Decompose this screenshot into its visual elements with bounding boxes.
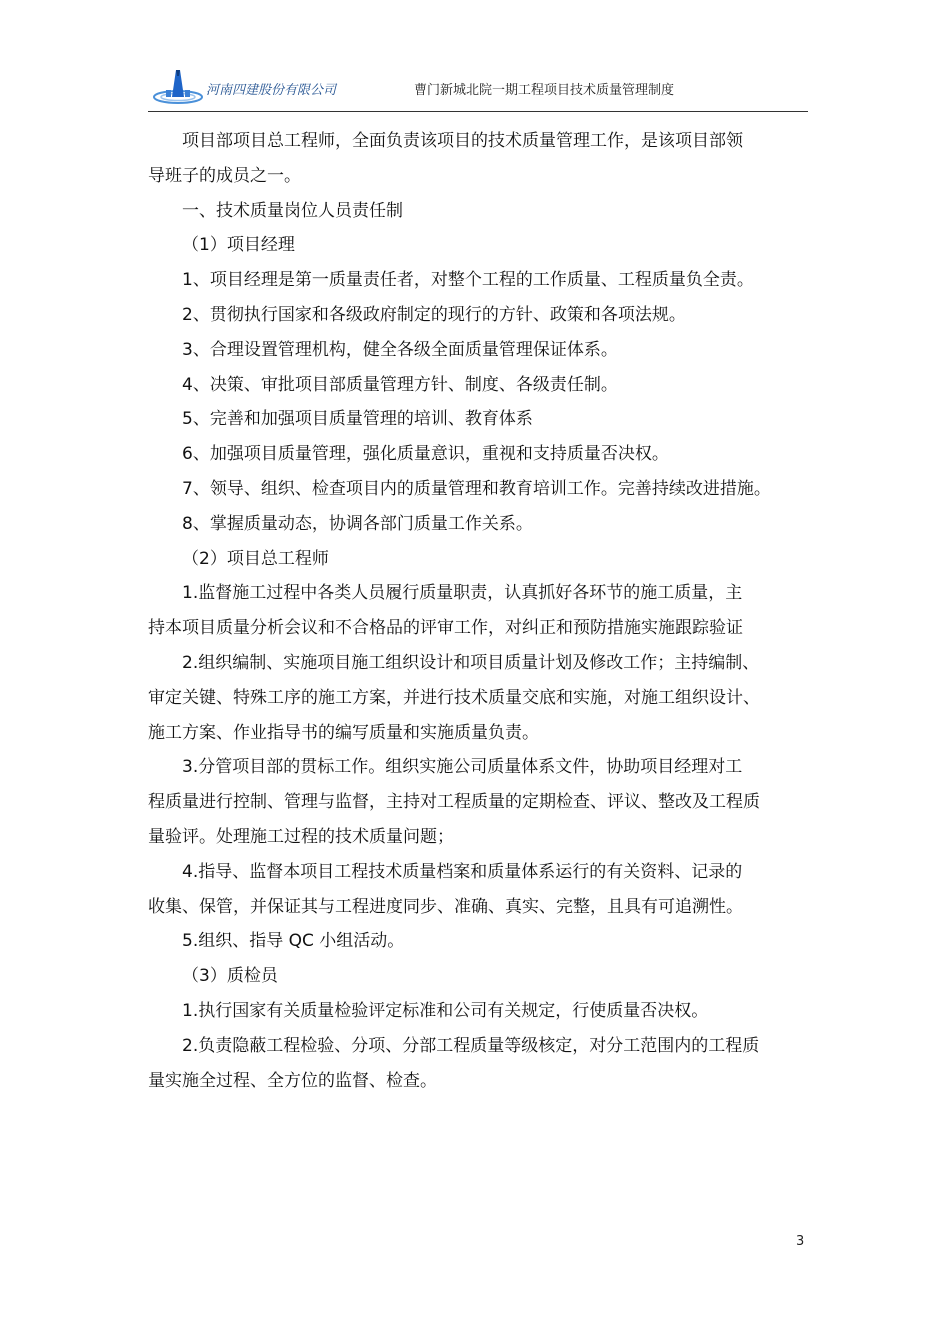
- section-heading: 一、技术质量岗位人员责任制: [182, 200, 403, 221]
- subsection-heading: （1）项目经理: [182, 235, 295, 256]
- list-item: 3、合理设置管理机构，健全各级全面质量管理保证体系。: [182, 339, 618, 360]
- list-item: 2、贯彻执行国家和各级政府制定的现行的方针、政策和各项法规。: [182, 304, 686, 325]
- list-item: 1.执行国家有关质量检验评定标准和公司有关规定，行使质量否决权。: [182, 1000, 709, 1021]
- page-number: 3: [796, 1234, 805, 1249]
- paragraph-line: 项目部项目总工程师，全面负责该项目的技术质量管理工作，是该项目部领: [182, 131, 743, 151]
- document-title: 曹门新城北院一期工程项目技术质量管理制度: [414, 83, 675, 98]
- list-item: 5、完善和加强项目质量管理的培训、教育体系: [182, 409, 533, 430]
- company-name: 河南四建股份有限公司: [206, 83, 337, 98]
- list-item-continuation: 量验评。处理施工过程的技术质量问题；: [148, 826, 454, 847]
- paragraph-line: 导班子的成员之一。: [148, 165, 301, 186]
- document-body: [148, 124, 808, 1098]
- list-item-continuation: 程质量进行控制、管理与监督，主持对工程质量的定期检查、评议、整改及工程质: [148, 792, 760, 813]
- list-item: 3.分管项目部的贯标工作。组织实施公司质量体系文件，协助项目经理对工: [182, 757, 743, 778]
- list-item-continuation: 施工方案、作业指导书的编写质量和实施质量负责。: [148, 722, 539, 743]
- header-divider: [148, 111, 808, 112]
- company-logo-icon: [152, 66, 204, 106]
- list-item: 7、领导、组织、检查项目内的质量管理和教育培训工作。完善持续改进措施。: [182, 478, 771, 499]
- list-item-continuation: 审定关键、特殊工序的施工方案，并进行技术质量交底和实施，对施工组织设计、: [148, 687, 760, 708]
- subsection-heading: （3）质检员: [182, 966, 278, 987]
- list-item: 8、掌握质量动态，协调各部门质量工作关系。: [182, 513, 533, 534]
- list-item: 4、决策、审批项目部质量管理方针、制度、各级责任制。: [182, 374, 618, 395]
- list-item: 1、项目经理是第一质量责任者，对整个工程的工作质量、工程质量负全责。: [182, 270, 754, 291]
- list-item-continuation: 持本项目质量分析会议和不合格品的评审工作，对纠正和预防措施实施跟踪验证: [148, 618, 743, 639]
- page-header: [148, 62, 808, 112]
- list-item: 6、加强项目质量管理，强化质量意识，重视和支持质量否决权。: [182, 444, 669, 465]
- list-item: 5.组织、指导 QC 小组活动。: [182, 931, 405, 952]
- subsection-heading: （2）项目总工程师: [182, 548, 329, 569]
- list-item: 1.监督施工过程中各类人员履行质量职责，认真抓好各环节的施工质量，主: [182, 583, 743, 604]
- list-item: 2.负责隐蔽工程检验、分项、分部工程质量等级核定，对分工范围内的工程质: [182, 1035, 760, 1056]
- list-item: 2.组织编制、实施项目施工组织设计和项目质量计划及修改工作；主持编制、: [182, 652, 760, 673]
- list-item: 4.指导、监督本项目工程技术质量档案和质量体系运行的有关资料、记录的: [182, 861, 743, 882]
- list-item-continuation: 量实施全过程、全方位的监督、检查。: [148, 1070, 437, 1091]
- list-item-continuation: 收集、保管，并保证其与工程进度同步、准确、真实、完整，且具有可追溯性。: [148, 896, 743, 917]
